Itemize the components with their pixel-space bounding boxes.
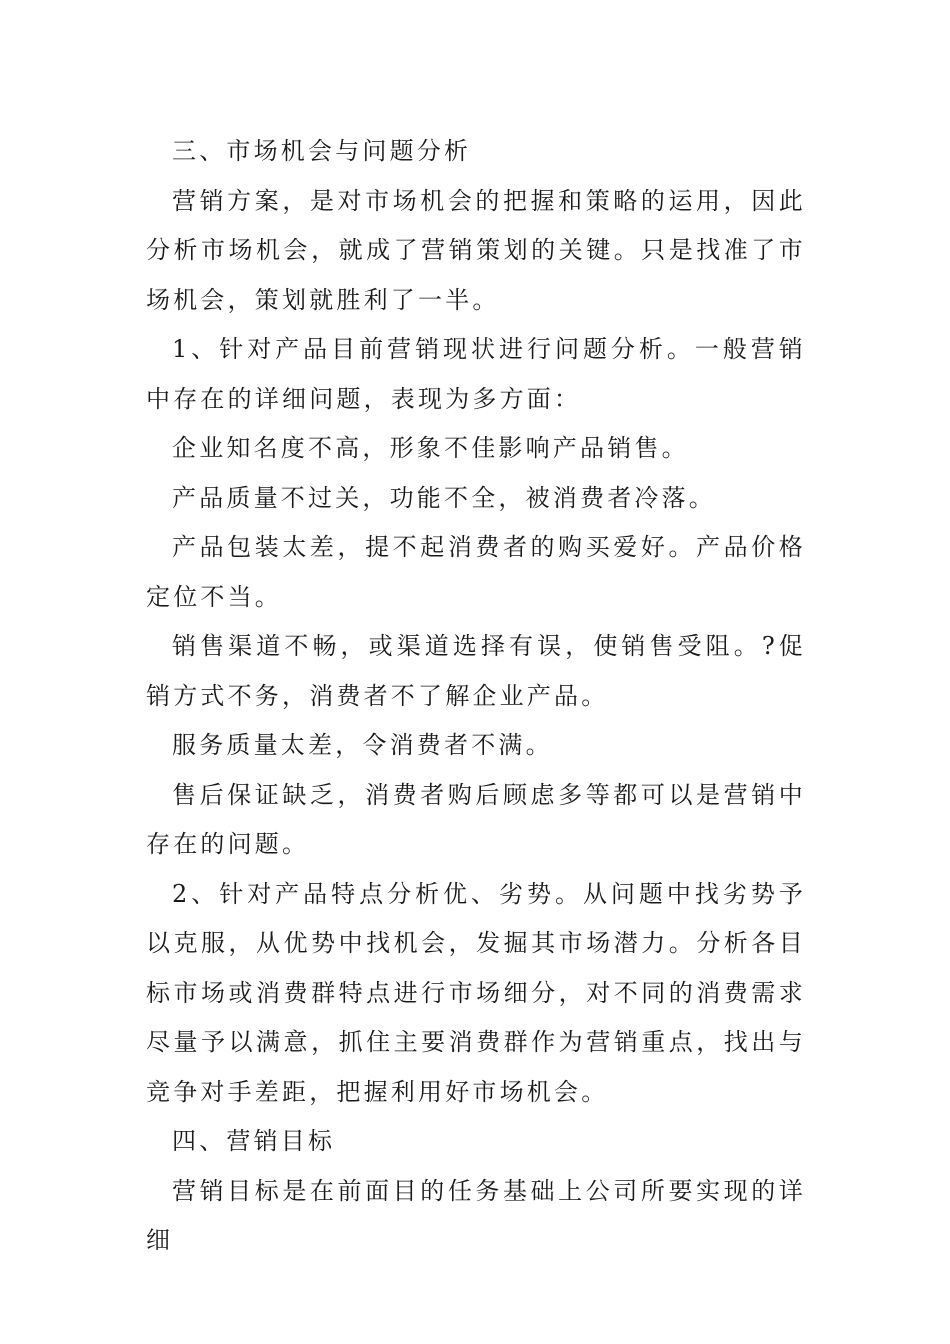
paragraph-issue-quality: 产品质量不过关，功能不全，被消费者冷落。 [172, 483, 716, 512]
document-body [146, 127, 806, 1266]
section-heading-4: 四、营销目标 [172, 1127, 336, 1155]
paragraph-point-1: 1、针对产品目前营销现状进行问题分析。一般营销中存在的详细问题，表现为多方面： [146, 335, 806, 413]
paragraph-issue-service: 服务质量太差，令消费者不满。 [172, 731, 553, 759]
paragraph-intro: 营销方案，是对市场机会的把握和策略的运用，因此分析市场机会，就成了营销策划的关键。只是找准了市场机会，策划就胜利了一半。 [146, 186, 806, 314]
paragraph-issue-awareness: 企业知名度不高，形象不佳影响产品销售。 [172, 434, 689, 462]
paragraph-issue-channels: 销售渠道不畅，或渠道选择有误，使销售受阻。?促销方式不务，消费者不了解企业产品。 [146, 632, 806, 710]
paragraph-issue-packaging: 产品包装太差，提不起消费者的购买爱好。产品价格定位不当。 [146, 533, 806, 611]
paragraph-goals: 营销目标是在前面目的任务基础上公司所要实现的详细 [146, 1176, 806, 1254]
paragraph-point-2: 2、针对产品特点分析优、劣势。从问题中找劣势予以克服，从优势中找机会，发掘其市场潜力。分析各目标市场或消费群特点进行市场细分，对不同的消费需求尽量予以满意，抓住主要消费群作为营销重点，找出与竞争对手差距，把握利用好市场机会。 [146, 879, 806, 1106]
section-heading-3: 三、市场机会与问题分析 [172, 137, 472, 165]
paragraph-issue-aftersales: 售后保证缺乏，消费者购后顾虑多等都可以是营销中存在的问题。 [146, 780, 806, 858]
